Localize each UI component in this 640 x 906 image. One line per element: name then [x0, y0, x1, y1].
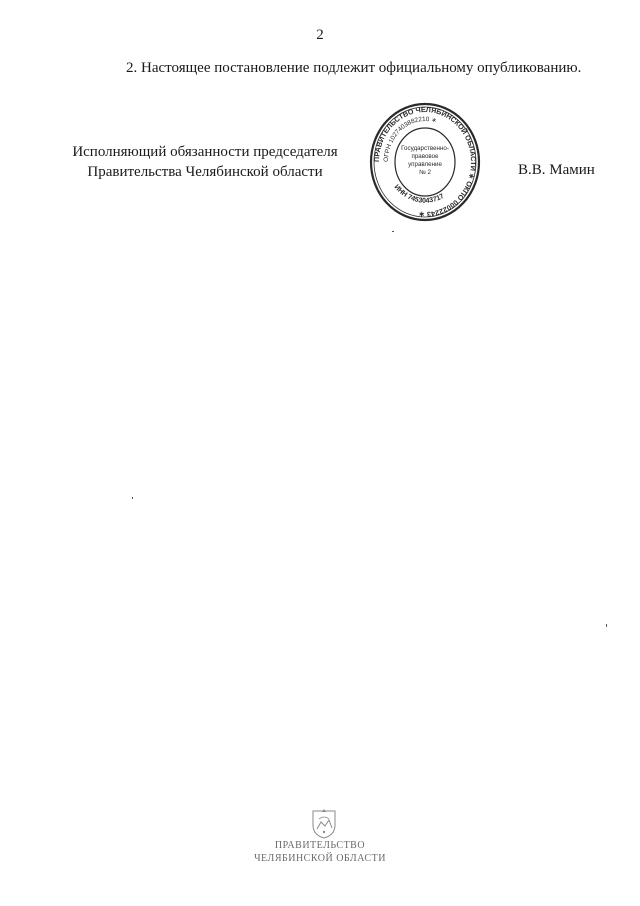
scan-speck [392, 231, 394, 232]
signer-title [60, 142, 350, 182]
coat-of-arms-emblem [309, 808, 339, 840]
signer-name: В.В. Мамин [518, 162, 595, 178]
scan-speck [132, 497, 133, 499]
seal-inner-ring-text: ОГРН 1027403882210 ∗ [382, 115, 438, 163]
seal-center-line3: управление [408, 161, 442, 168]
seal-bottom-text: ИНН 7453043717 [392, 183, 446, 205]
footer-line1: ПРАВИТЕЛЬСТВО [274, 840, 366, 851]
seal-center-line4: № 2 [419, 169, 431, 176]
signer-title-line1: Исполняющий обязанности председателя [72, 144, 338, 160]
svg-text:ИНН 7453043717 [393, 184, 446, 205]
footer-line2: ЧЕЛЯБИНСКОЙ ОБЛАСТИ [254, 853, 386, 864]
page-number: 2 [316, 27, 324, 43]
scan-speck [606, 624, 607, 627]
seal-outer-text: ПРАВИТЕЛЬСТВО ЧЕЛЯБИНСКОЙ ОБЛАСТИ ∗ ОКПО 00022243 ∗ [371, 104, 479, 220]
official-seal [368, 100, 482, 224]
seal-center-line2: правовое [411, 153, 439, 160]
signer-title-line2: Правительства Челябинской области [87, 164, 323, 180]
seal-center-line1: Государственно- [401, 145, 449, 152]
paragraph-publication: 2. Настоящее постановление подлежит официальному опубликованию. [126, 60, 582, 76]
